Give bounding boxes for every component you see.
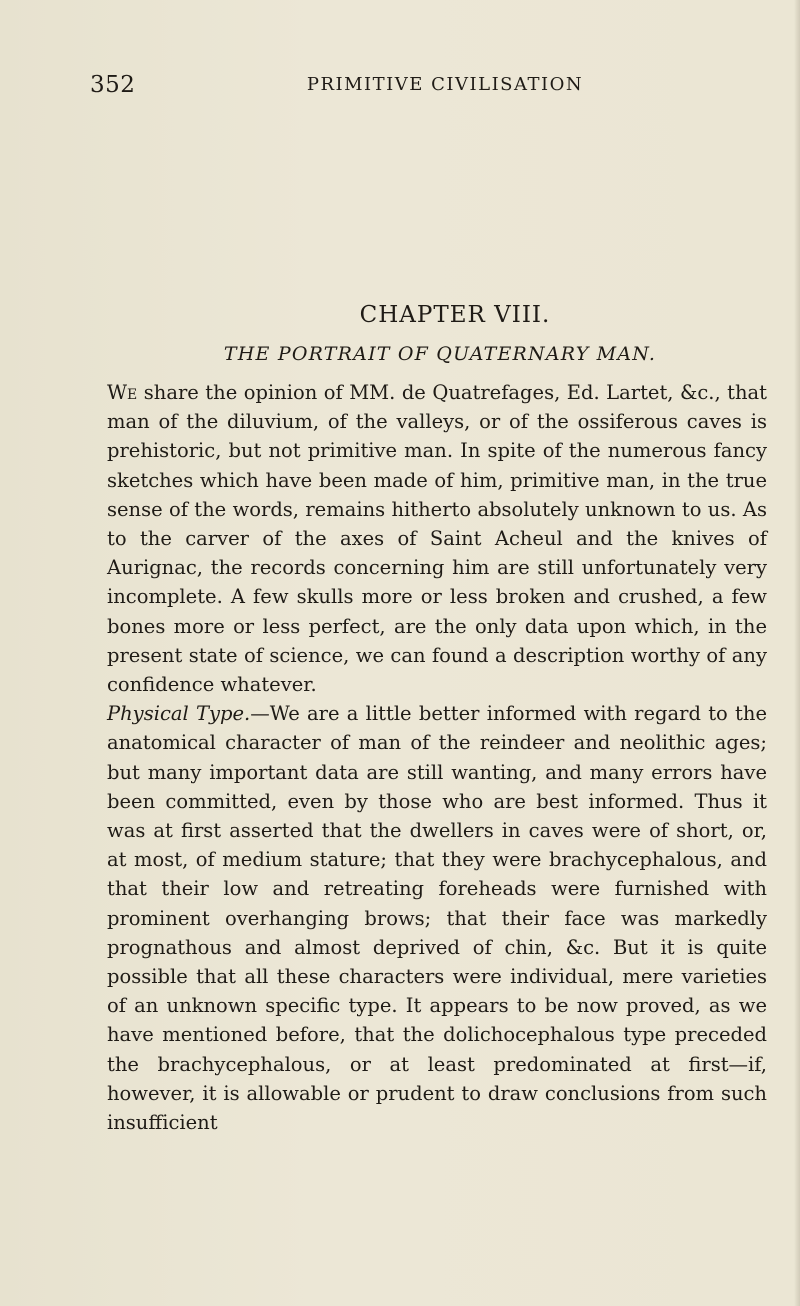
body-text (107, 378, 767, 1137)
chapter-heading: CHAPTER VIII. (359, 302, 551, 328)
page-number: 352 (90, 72, 136, 98)
paragraph-text: —We are a little better informed with regard to the anatomical character of man of the reindeer and neolithic ages; but many important data are still wanting, and many errors have been committed, even by those who are best informed. Thus it was at first asserted that the dwellers in caves were of short, or, at most, of medium stature; that they were brachycephalous, and that their low and retreating foreheads were furnished with prominent overhanging brows; that their face was markedly prognathous and almost deprived of chin, &c. But it is quite possible that all these characters were individual, mere varieties of an unknown specific type. It appears to be now proved, as we have mentioned before, that the dolichocephalous type preceded the brachycephalous, or at least predominated at first—if, however, it is allowable or prudent to draw conclusions from such insufficient (107, 702, 767, 1135)
paragraph-lead: We (107, 381, 138, 404)
chapter-title: THE PORTRAIT OF QUATERNARY MAN. (223, 343, 657, 365)
paragraph-lead: Physical Type. (107, 702, 251, 726)
running-head (90, 72, 770, 102)
paragraph (107, 699, 767, 1137)
paragraph (107, 378, 767, 699)
running-title: PRIMITIVE CIVILISATION (306, 74, 584, 95)
page-edge-shadow (794, 0, 800, 1306)
paragraph-text: share the opinion of MM. de Quatrefages, Ed. Lartet, &c., that man of the diluvium, of the valleys, or of the ossiferous caves is prehistoric, but not primitive man. In spite of the numerous fancy sketches which have been made of him, primitive man, in the true sense of the words, remains hitherto absolutely unknown to us. As to the carver of the axes of Saint Acheul and the knives of Aurignac, the records concerning him are still unfortunately very incomplete. A few skulls more or less broken and crushed, a few bones more or less perfect, are the only data upon which, in the present state of science, we can found a description worthy of any confidence whatever. (107, 381, 767, 697)
